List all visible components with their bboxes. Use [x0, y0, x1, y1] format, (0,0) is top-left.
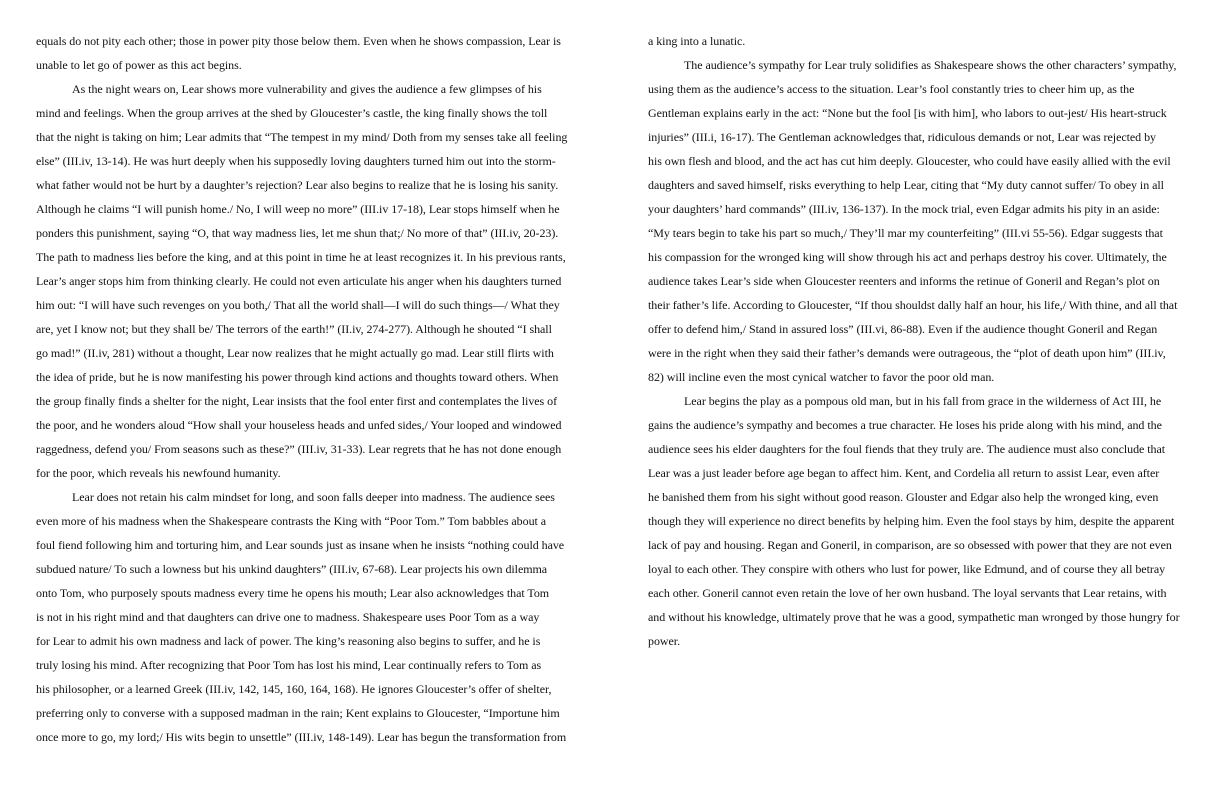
text-line: using them as the audience’s access to the situation. Lear’s fool constantly tries to cheer him up, as the — [648, 82, 1135, 96]
text-line: raggedness, defend you/ From seasons such as these?” (III.iv, 31-33). Lear regrets that he has not done enough — [36, 442, 562, 456]
text-line: Although he claims “I will punish home./ No, I will weep no more” (III.iv 17-18), Lear stops himself when he — [36, 202, 560, 216]
text-line: the group finally finds a shelter for the night, Lear insists that the fool enter first and contemplates the lives of — [36, 394, 558, 408]
text-line: is not in his right mind and that daughters can drive one to madness. Shakespeare uses Poor Tom as a way — [36, 610, 540, 624]
text-line: even more of his madness when the Shakespeare contrasts the King with “Poor Tom.” Tom babbles about a — [36, 514, 547, 528]
text-line: truly losing his mind. After recognizing that Poor Tom has lost his mind, Lear continually refers to Tom as — [36, 658, 542, 672]
text-line: “My tears begin to take his part so much,/ They’ll mar my counterfeiting” (III.vi 55-56). Edgar suggests that — [648, 226, 1163, 240]
text-line: The path to madness lies before the king, and at this point in time he at least recognizes it. In his previous rants, — [36, 250, 566, 264]
text-line: though they will experience no direct benefits by helping him. Even the fool stays by him, despite the apparent — [648, 514, 1175, 528]
text-line: Lear’s anger stops him from thinking clearly. He could not even articulate his anger when his daughters turned — [36, 274, 562, 288]
text-line: his own flesh and blood, and the act has cut him deeply. Gloucester, who could have easily allied with the evil — [648, 154, 1171, 168]
text-line: As the night wears on, Lear shows more vulnerability and gives the audience a few glimpses of his — [72, 82, 542, 96]
text-line: unable to let go of power as this act begins. — [36, 58, 242, 72]
text-line: a king into a lunatic. — [648, 34, 746, 48]
text-line: him out: “I will have such revenges on you both,/ That all the world shall—I will do such things—/ What they — [36, 298, 560, 312]
text-line: offer to defend him,/ Stand in assured loss” (III.vi, 86-88). Even if the audience thought Goneril and Regan — [648, 322, 1158, 336]
text-line: go mad!” (II.iv, 281) without a thought, Lear now realizes that he might actually go mad. Lear still flirts with — [36, 346, 554, 360]
text-line: lack of pay and housing. Regan and Goneril, in comparison, are so obsessed with power that they are not even — [648, 538, 1172, 552]
text-line: foul fiend following him and torturing him, and Lear sounds just as insane when he insists “nothing could have — [36, 538, 565, 552]
text-line: daughters and saved himself, risks everything to help Lear, citing that “My duty cannot suffer/ To obey in all — [648, 178, 1164, 192]
text-line: loyal to each other. They conspire with others who lust for power, like Edmund, and of course they all betray — [648, 562, 1166, 576]
text-line: 82) will incline even the most cynical watcher to favor the poor old man. — [648, 370, 995, 384]
text-line: the poor, and he wonders aloud “How shall your houseless heads and unfed sides,/ Your looped and windowed — [36, 418, 562, 432]
text-line: for the poor, which reveals his newfound humanity. — [36, 466, 281, 480]
text-line: Gentleman explains early in the act: “None but the fool [is with him], who labors to out-jest/ His heart-struck — [648, 106, 1167, 120]
text-line: he banished them from his sight without good reason. Glouster and Edgar also help the wronged king, even — [648, 490, 1159, 504]
text-line: gains the audience’s sympathy and becomes a true character. He loses his pride along with his mind, and the — [648, 418, 1162, 432]
text-line: else” (III.iv, 13-14). He was hurt deeply when his supposedly loving daughters turned him out into the storm- — [36, 154, 556, 168]
text-line: mind and feelings. When the group arrives at the shed by Gloucester’s castle, the king finally shows the toll — [36, 106, 548, 120]
text-line: onto Tom, who purposely spouts madness every time he opens his mouth; Lear also acknowledges that Tom — [36, 586, 550, 600]
text-line: Lear begins the play as a pompous old man, but in his fall from grace in the wilderness of Act III, he — [684, 394, 1162, 408]
text-line: are, yet I know not; but they shall be/ The terrors of the earth!” (II.iv, 274-277). Although he shouted “I shall — [36, 322, 552, 336]
text-line: the idea of pride, but he is now manifesting his power through kind actions and thoughts toward others. When — [36, 370, 559, 384]
text-line: equals do not pity each other; those in power pity those below them. Even when he shows compassion, Lear is — [36, 34, 561, 48]
text-line: preferring only to converse with a supposed madman in the rain; Kent explains to Gloucester, “Importune him — [36, 706, 560, 720]
text-line: Lear does not retain his calm mindset for long, and soon falls deeper into madness. The audience sees — [72, 490, 555, 504]
text-line: that the night is taking on him; Lear admits that “The tempest in my mind/ Doth from my senses take all feeling — [36, 130, 568, 144]
text-line: and without his knowledge, ultimately prove that he was a good, sympathetic man wronged by those hungry for — [648, 610, 1180, 624]
text-line: once more to go, my lord;/ His wits begin to unsettle” (III.iv, 148-149). Lear has begun the transformation from — [36, 730, 567, 744]
text-line: for Lear to admit his own madness and lack of power. The king’s reasoning also begins to suffer, and he is — [36, 634, 541, 648]
text-line: audience takes Lear’s side when Gloucester reenters and informs the retinue of Goneril and Regan’s plot on — [648, 274, 1160, 288]
text-line: subdued nature/ To such a lowness but his unkind daughters” (III.iv, 67-68). Lear projects his own dilemma — [36, 562, 548, 576]
text-line: power. — [648, 634, 681, 648]
text-line: your daughters’ hard commands” (III.iv, 136-137). In the mock trial, even Edgar admits his pity in an aside: — [648, 202, 1160, 216]
text-line: The audience’s sympathy for Lear truly solidifies as Shakespeare shows the other characters’ sympathy, — [684, 58, 1177, 72]
text-line: what father would not be hurt by a daughter’s rejection? Lear also begins to realize that he is losing his sanity. — [36, 178, 559, 192]
text-line: their father’s life. According to Gloucester, “If thou shouldst dally half an hour, his life,/ With thine, and all that — [648, 298, 1178, 312]
text-line: ponders this punishment, saying “O, that way madness lies, let me shun that;/ No more of that” (III.iv, 20-23). — [36, 226, 559, 240]
text-line: his compassion for the wronged king will show through his act and perhaps destroy his cover. Ultimately, the — [648, 250, 1167, 264]
left-page — [36, 29, 578, 749]
text-line: injuries” (III.i, 16-17). The Gentleman acknowledges that, ridiculous demands or not, Lear was rejected by — [648, 130, 1156, 144]
text-line: Lear was a just leader before age began to affect him. Kent, and Cordelia all return to assist Lear, even after — [648, 466, 1160, 480]
text-line: each other. Goneril cannot even retain the love of her own husband. The loyal servants that Lear retains, with — [648, 586, 1167, 600]
right-page — [648, 29, 1190, 653]
text-line: audience sees his elder daughters for the foul fiends that they truly are. The audience must also conclude that — [648, 442, 1166, 456]
text-line: his philosopher, or a learned Greek (III.iv, 142, 145, 160, 164, 168). He ignores Gloucester’s offer of shelter, — [36, 682, 552, 696]
text-line: were in the right when they said their father’s demands were outrageous, the “plot of death upon him” (III.iv, — [648, 346, 1166, 360]
